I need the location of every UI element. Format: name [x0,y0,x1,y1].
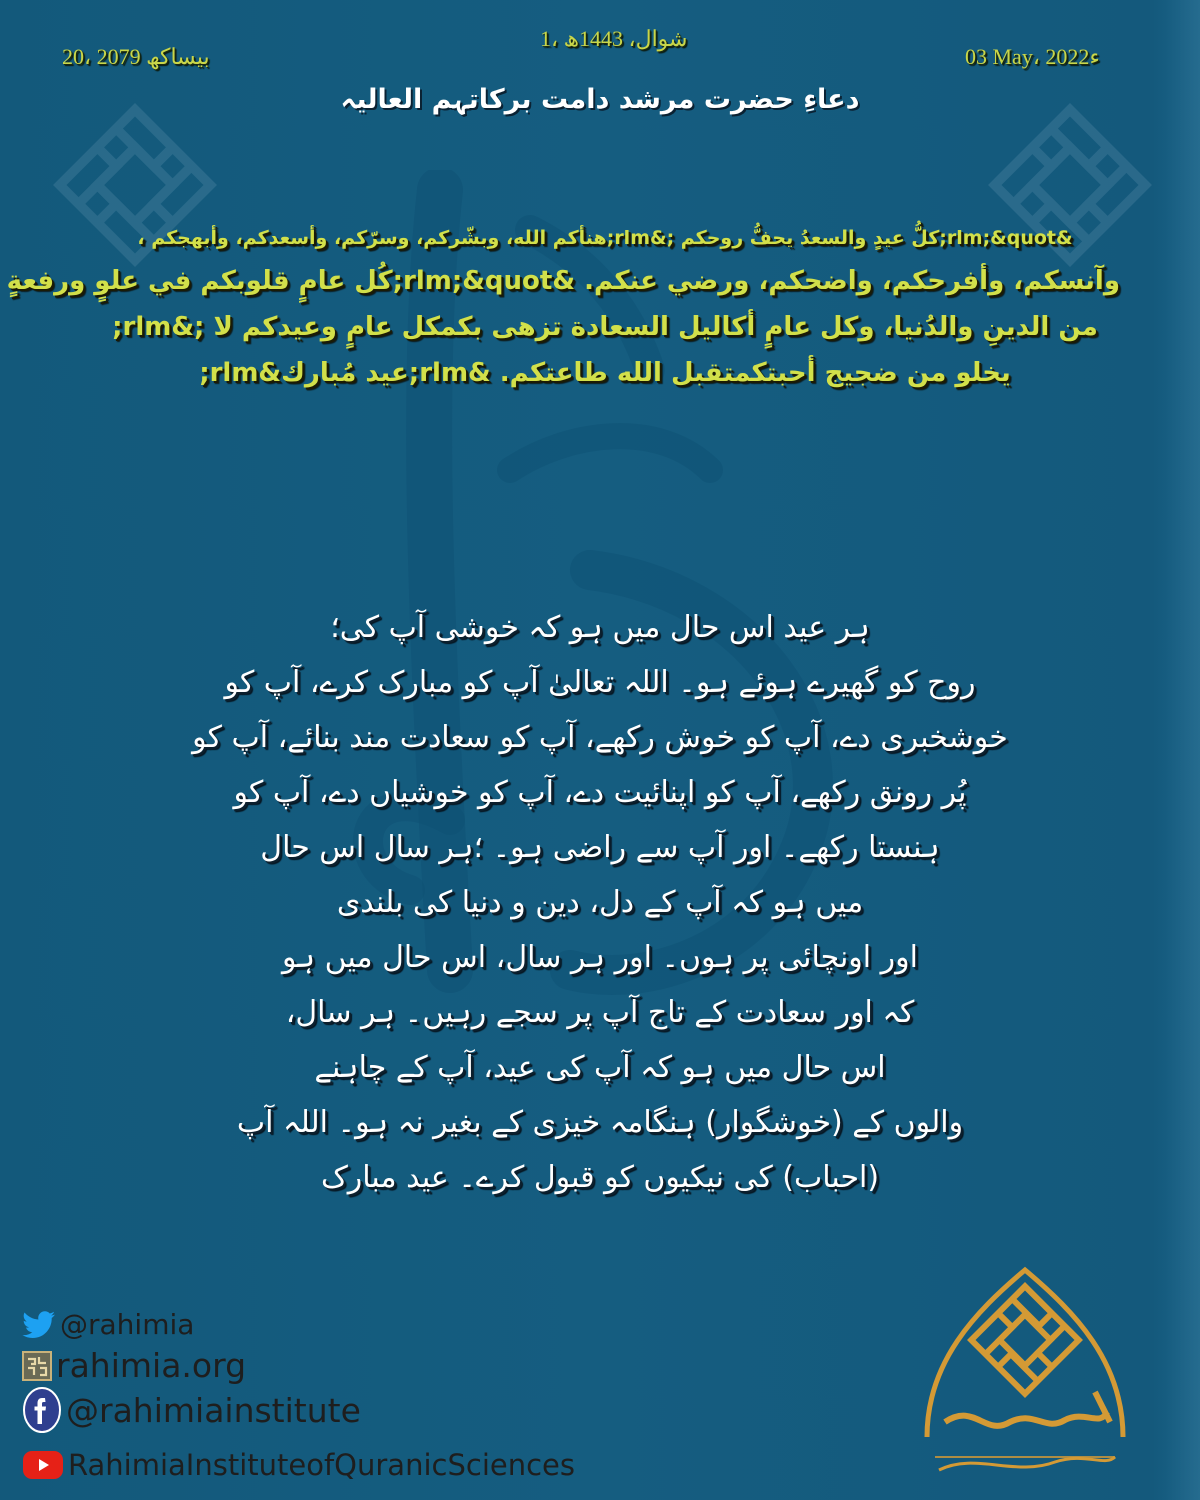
urdu-line: اس حال میں ہو کہ آپ کی عید، آپ کے چاہنے [314,1050,886,1085]
twitter-bird-icon [22,1311,56,1339]
date-gregorian: 03 May، 2022ء [965,44,1100,69]
urdu-line: والوں کے (خوشگوار) ہنگامہ خیزی کے بغیر نہ ہو۔ اللہ آپ [236,1105,964,1140]
urdu-message [150,600,1050,1205]
youtube-link[interactable] [22,1448,575,1482]
urdu-line: اور اونچائی پر ہوں۔ اور ہر سال، اس حال میں ہو [282,940,918,975]
facebook-icon [22,1386,62,1434]
twitter-handle: @rahimia [60,1308,195,1341]
urdu-line: میں ہو کہ آپ کے دل، دین و دنیا کی بلندی [336,885,864,920]
arabic-line: من الدينِ والدُنيا، وكل عامٍ أكاليل السعادة تزهى بكمكل عامٍ وعيدكم لا ;&rlm; [112,312,1098,342]
rahimia-logo-icon [915,1262,1135,1492]
urdu-line: (احباب) کی نیکیوں کو قبول کرے۔ عید مبارک [320,1160,880,1195]
youtube-play-icon [22,1450,64,1480]
urdu-line: ہر عید اس حال میں ہو کہ خوشی آپ کی؛ [330,610,870,645]
date-bikrami: 20، بیساکھ 2079 [62,44,210,69]
arabic-line: يخلو من ضجيج أحبتكمتقبل الله طاعتكم. &rlm;عيد مُبارك&rlm; [199,358,1011,388]
facebook-link[interactable] [22,1386,361,1434]
rahimia-web-icon [22,1351,52,1381]
facebook-handle: @rahimiainstitute [66,1390,361,1430]
right-edge-shade [1164,0,1200,1500]
website-url: rahimia.org [56,1346,247,1385]
urdu-line: کہ اور سعادت کے تاج آپ پر سجے رہیں۔ ہر سال، [285,995,915,1030]
arabic-greeting [6,218,1120,396]
website-link[interactable] [22,1346,246,1385]
arabic-line: &rlm;&quot;كلُّ عيدٍ والسعدُ يحفُّ روحكم ;&rlm;هنأكم الله، وبشّركم، وسرّكم، وأسعدكم، وأبهجكم ، [137,227,1073,249]
date-hijri: 1، شوال، 1443ھ [540,26,688,51]
urdu-line: پُر رونق رکھے، آپ کو اپنائیت دے، آپ کو خوشیاں دے، آپ کو [233,775,967,810]
page-title: دعاءِ حضرت مرشد دامت برکاتہم العالیہ [340,84,860,115]
arabic-line: وآنسكم، وأفرحكم، واضحكم، ورضي عنكم. &rlm;&quot;كُل عامٍ قلوبكم في علوٍ ورفعةٍ [6,266,1120,296]
twitter-link[interactable] [22,1308,194,1341]
urdu-line: ہنستا رکھے۔ اور آپ سے راضی ہو۔ ؛ہر سال اس حال [260,830,940,865]
youtube-channel: RahimiaInstituteofQuranicSciences [68,1448,575,1482]
urdu-line: خوشخبری دے، آپ کو خوش رکھے، آپ کو سعادت مند بنائے، آپ کو [192,720,1008,755]
urdu-line: روح کو گھیرے ہوئے ہو۔ اللہ تعالیٰ آپ کو مبارک کرے، آپ کو [224,665,976,700]
